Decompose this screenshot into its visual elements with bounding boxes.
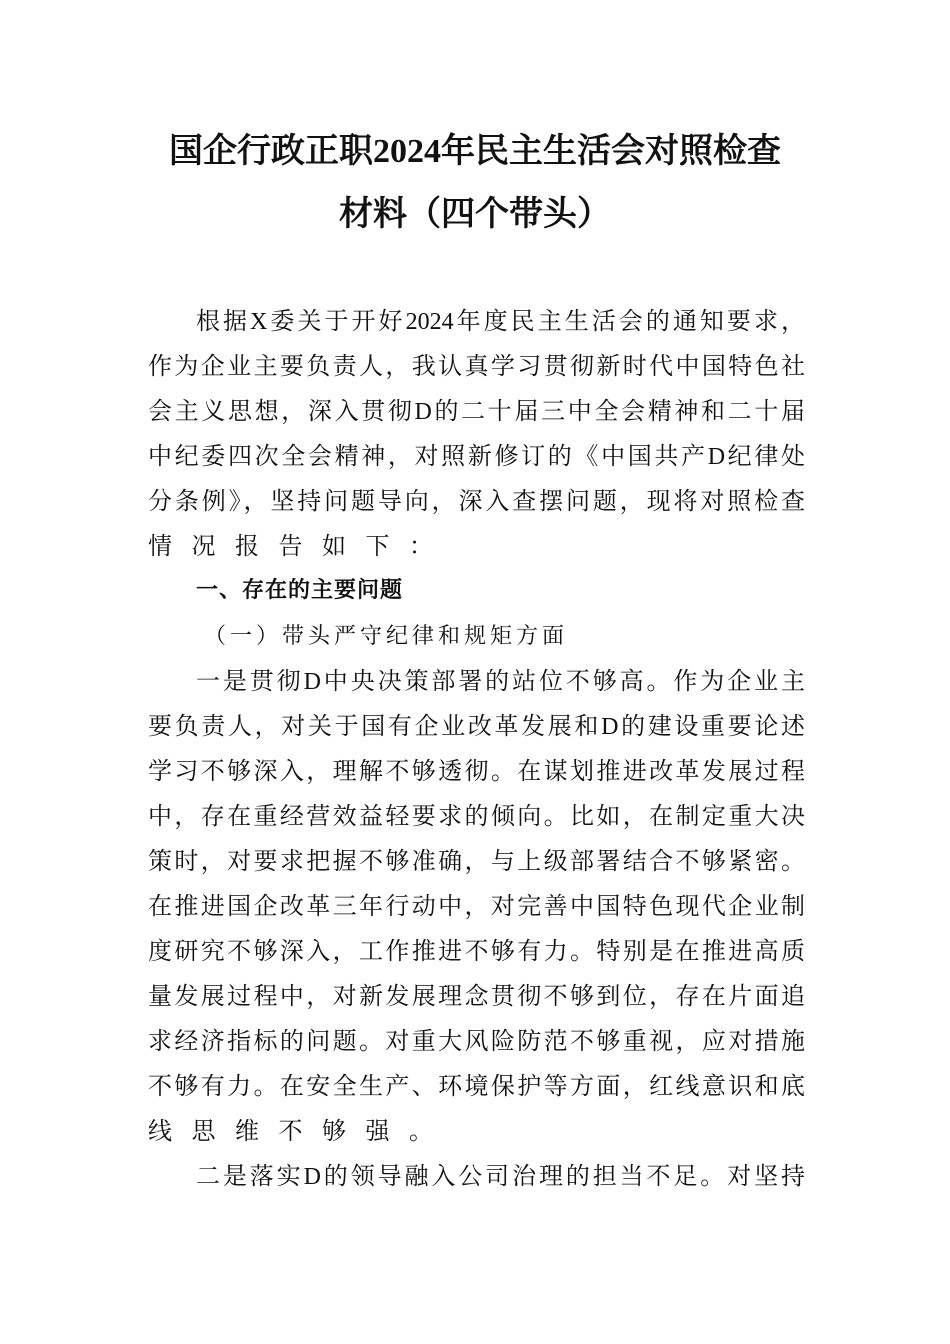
text-line: 要负责人，对关于国有企业改革发展和D的建设重要论述 bbox=[148, 714, 805, 740]
text-line: 学习不够深入，理解不够透彻。在谋划推进改革发展过程 bbox=[148, 759, 805, 785]
text-line: 根据X委关于开好2024年度民主生活会的通知要求， bbox=[196, 309, 805, 335]
intro-paragraph bbox=[148, 300, 805, 570]
text-line: 线思维不够强。 bbox=[148, 1119, 453, 1145]
document-body bbox=[148, 300, 805, 1200]
subsection-heading: （一）带头严守纪律和规矩方面 bbox=[204, 623, 569, 648]
title-line-2: 材料（四个带头） bbox=[339, 196, 611, 233]
text-line: 策时，对要求把握不够准确，与上级部署结合不够紧密。 bbox=[148, 849, 805, 875]
document-title bbox=[140, 120, 810, 246]
title-line-1: 国企行政正职2024年民主生活会对照检查 bbox=[169, 133, 781, 170]
text-line: 中，存在重经营效益轻要求的倾向。比如，在制定重大决 bbox=[148, 804, 805, 830]
text-line: 会主义思想，深入贯彻D的二十届三中全会精神和二十届 bbox=[148, 399, 805, 425]
paragraph-point-two bbox=[148, 1155, 805, 1200]
text-line: 一是贯彻D中央决策部署的站位不够高。作为企业主 bbox=[196, 669, 805, 695]
text-line: 分条例》，坚持问题导向，深入查摆问题，现将对照检查 bbox=[148, 489, 805, 515]
section-heading: 一、存在的主要问题 bbox=[196, 578, 404, 603]
text-line: 不够有力。在安全生产、环境保护等方面，红线意识和底 bbox=[148, 1074, 805, 1100]
text-line: 量发展过程中，对新发展理念贯彻不够到位，存在片面追 bbox=[148, 984, 805, 1010]
text-line: 作为企业主要负责人，我认真学习贯彻新时代中国特色社 bbox=[148, 354, 805, 380]
text-line: 求经济指标的问题。对重大风险防范不够重视，应对措施 bbox=[148, 1029, 805, 1055]
text-line: 在推进国企改革三年行动中，对完善中国特色现代企业制 bbox=[148, 894, 805, 920]
text-line: 情况报告如下： bbox=[148, 534, 453, 560]
text-line: 二是落实D的领导融入公司治理的担当不足。对坚持 bbox=[196, 1164, 805, 1190]
paragraph-point-one bbox=[148, 660, 805, 1155]
text-line: 中纪委四次全会精神，对照新修订的《中国共产D纪律处 bbox=[148, 444, 805, 470]
text-line: 度研究不够深入，工作推进不够有力。特别是在推进高质 bbox=[148, 939, 805, 965]
